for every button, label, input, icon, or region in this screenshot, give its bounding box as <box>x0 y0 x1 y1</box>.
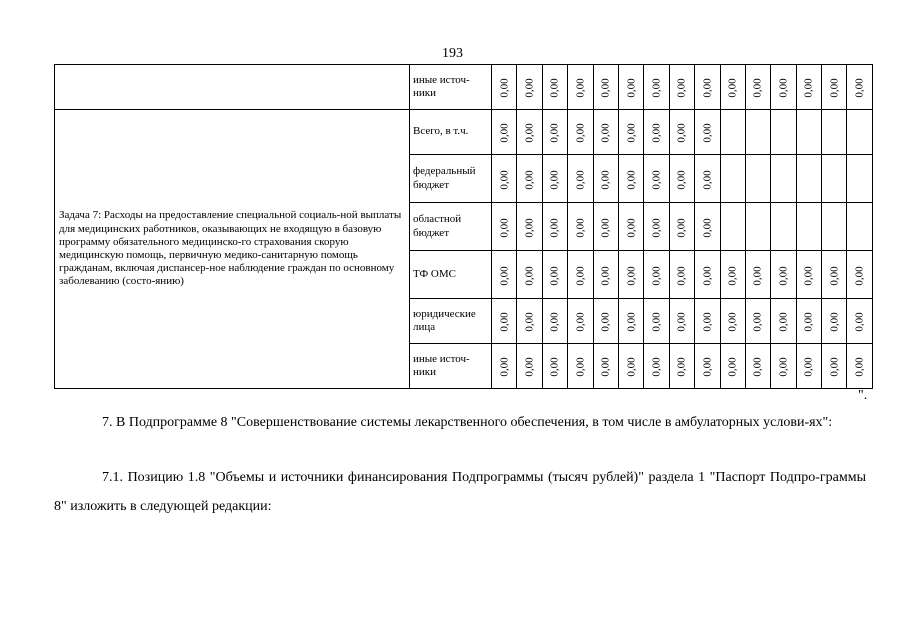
value-cell <box>745 155 770 203</box>
table-row <box>55 110 873 155</box>
value-text: 0,00 <box>599 357 612 377</box>
value-cell <box>517 155 542 203</box>
value-text: 0,00 <box>777 357 790 377</box>
value-text: 0,00 <box>625 78 638 98</box>
value-cell <box>542 110 567 155</box>
paragraph-7: 7. В Подпрограмме 8 "Совершенствование системы лекарственного обеспечения, в том числе в амбулаторных услови-ях": <box>102 415 833 430</box>
value-cell <box>796 155 821 203</box>
value-text: 0,00 <box>523 217 536 238</box>
value-cell <box>593 65 618 110</box>
value-text: 0,00 <box>498 357 511 377</box>
value-cell <box>720 251 745 299</box>
value-text: 0,00 <box>498 265 511 286</box>
value-text: 0,00 <box>752 312 765 332</box>
source-label: Всего, в т.ч. <box>410 110 492 155</box>
value-cell <box>847 299 872 344</box>
value-text: 0,00 <box>752 78 765 98</box>
value-cell <box>644 344 669 389</box>
value-cell <box>720 155 745 203</box>
value-cell <box>517 65 542 110</box>
value-text: 0,00 <box>523 78 536 98</box>
value-text: 0,00 <box>675 357 688 377</box>
value-text: 0,00 <box>701 78 714 98</box>
value-cell <box>771 110 796 155</box>
value-cell <box>695 203 720 251</box>
value-cell <box>542 65 567 110</box>
value-text: 0,00 <box>625 217 638 238</box>
value-text: 0,00 <box>828 357 841 377</box>
value-cell <box>644 251 669 299</box>
value-text: 0,00 <box>675 123 688 143</box>
value-text: 0,00 <box>574 357 587 377</box>
value-text: 0,00 <box>548 123 561 143</box>
value-text: 0,00 <box>574 265 587 286</box>
value-cell <box>542 251 567 299</box>
value-cell <box>593 110 618 155</box>
value-cell <box>669 110 694 155</box>
value-text: 0,00 <box>625 265 638 286</box>
value-text: 0,00 <box>828 265 841 286</box>
value-cell <box>593 299 618 344</box>
value-text: 0,00 <box>498 123 511 143</box>
value-cell <box>593 203 618 251</box>
value-text: 0,00 <box>625 357 638 377</box>
value-cell <box>745 203 770 251</box>
value-cell <box>847 65 872 110</box>
value-text: 0,00 <box>701 169 714 190</box>
value-cell <box>517 203 542 251</box>
value-text: 0,00 <box>548 312 561 332</box>
value-cell <box>492 65 517 110</box>
value-cell <box>568 110 593 155</box>
value-cell <box>745 65 770 110</box>
value-cell <box>492 344 517 389</box>
value-text: 0,00 <box>802 265 815 286</box>
value-cell <box>542 203 567 251</box>
value-text: 0,00 <box>853 265 866 286</box>
value-text: 0,00 <box>574 169 587 190</box>
value-cell <box>492 299 517 344</box>
value-cell <box>568 155 593 203</box>
value-cell <box>669 65 694 110</box>
value-cell <box>847 251 872 299</box>
value-text: 0,00 <box>701 265 714 286</box>
value-text: 0,00 <box>599 78 612 98</box>
value-cell <box>618 251 643 299</box>
value-text: 0,00 <box>625 169 638 190</box>
value-cell <box>568 344 593 389</box>
value-text: 0,00 <box>752 357 765 377</box>
value-cell <box>669 299 694 344</box>
value-text: 0,00 <box>574 78 587 98</box>
value-cell <box>695 251 720 299</box>
value-text: 0,00 <box>853 312 866 332</box>
source-label: ТФ ОМС <box>410 251 492 299</box>
value-text: 0,00 <box>802 78 815 98</box>
value-cell <box>796 203 821 251</box>
value-text: 0,00 <box>701 357 714 377</box>
value-text: 0,00 <box>574 217 587 238</box>
value-cell <box>771 344 796 389</box>
value-cell <box>492 110 517 155</box>
value-text: 0,00 <box>650 312 663 332</box>
value-text: 0,00 <box>625 123 638 143</box>
value-text: 0,00 <box>548 217 561 238</box>
value-text: 0,00 <box>599 123 612 143</box>
value-cell <box>542 299 567 344</box>
value-text: 0,00 <box>828 312 841 332</box>
value-text: 0,00 <box>498 312 511 332</box>
value-cell <box>822 344 847 389</box>
value-cell <box>745 110 770 155</box>
value-text: 0,00 <box>853 78 866 98</box>
value-text: 0,00 <box>599 312 612 332</box>
value-text: 0,00 <box>701 217 714 238</box>
value-cell <box>669 251 694 299</box>
value-cell <box>644 65 669 110</box>
value-cell <box>593 344 618 389</box>
value-text: 0,00 <box>650 169 663 190</box>
value-cell <box>796 344 821 389</box>
value-cell <box>492 251 517 299</box>
value-text: 0,00 <box>523 265 536 286</box>
value-cell <box>796 65 821 110</box>
value-cell <box>492 155 517 203</box>
value-text: 0,00 <box>599 217 612 238</box>
value-cell <box>517 299 542 344</box>
value-cell <box>771 203 796 251</box>
source-label: федеральный бюджет <box>410 155 492 203</box>
value-cell <box>822 65 847 110</box>
value-cell <box>542 344 567 389</box>
source-label: областной бюджет <box>410 203 492 251</box>
value-cell <box>618 299 643 344</box>
paragraph-7-1: 7.1. Позицию 1.8 "Объемы и источники финансирования Подпрограммы (тысяч рублей)" раздела 1 "Паспорт Подпро-граммы 8" изложить в следующей редакции: <box>54 470 866 514</box>
value-text: 0,00 <box>802 312 815 332</box>
value-cell <box>796 251 821 299</box>
value-cell <box>618 344 643 389</box>
value-text: 0,00 <box>726 312 739 332</box>
value-text: 0,00 <box>777 78 790 98</box>
value-cell <box>618 155 643 203</box>
value-cell <box>517 344 542 389</box>
value-text: 0,00 <box>498 78 511 98</box>
value-text: 0,00 <box>548 265 561 286</box>
value-cell <box>542 155 567 203</box>
value-cell <box>618 203 643 251</box>
value-cell <box>771 251 796 299</box>
value-cell <box>517 110 542 155</box>
value-text: 0,00 <box>548 169 561 190</box>
value-text: 0,00 <box>802 357 815 377</box>
value-text: 0,00 <box>726 78 739 98</box>
value-cell <box>695 110 720 155</box>
value-text: 0,00 <box>650 78 663 98</box>
value-text: 0,00 <box>752 265 765 286</box>
value-cell <box>669 155 694 203</box>
value-cell <box>796 299 821 344</box>
value-cell <box>847 203 872 251</box>
value-cell <box>568 251 593 299</box>
value-cell <box>644 155 669 203</box>
value-cell <box>720 344 745 389</box>
value-cell <box>695 344 720 389</box>
value-text: 0,00 <box>523 357 536 377</box>
value-text: 0,00 <box>701 123 714 143</box>
value-text: 0,00 <box>777 265 790 286</box>
value-cell <box>669 203 694 251</box>
source-label: юридические лица <box>410 299 492 344</box>
value-cell <box>822 203 847 251</box>
value-text: 0,00 <box>650 265 663 286</box>
value-cell <box>771 65 796 110</box>
value-text: 0,00 <box>828 78 841 98</box>
value-text: 0,00 <box>498 169 511 190</box>
value-cell <box>644 299 669 344</box>
value-cell <box>720 65 745 110</box>
value-cell <box>822 110 847 155</box>
value-cell <box>492 203 517 251</box>
value-cell <box>593 155 618 203</box>
value-text: 0,00 <box>650 357 663 377</box>
value-cell <box>822 155 847 203</box>
value-text: 0,00 <box>599 265 612 286</box>
value-cell <box>720 203 745 251</box>
value-cell <box>568 203 593 251</box>
value-cell <box>771 155 796 203</box>
value-text: 0,00 <box>574 123 587 143</box>
value-text: 0,00 <box>701 312 714 332</box>
source-label: иные источ-ники <box>410 65 492 110</box>
value-text: 0,00 <box>574 312 587 332</box>
financing-table <box>54 64 873 389</box>
value-text: 0,00 <box>675 265 688 286</box>
value-cell <box>568 65 593 110</box>
value-cell <box>644 203 669 251</box>
value-text: 0,00 <box>675 312 688 332</box>
value-text: 0,00 <box>498 217 511 238</box>
value-text: 0,00 <box>726 357 739 377</box>
value-cell <box>618 65 643 110</box>
closing-quote: ". <box>858 388 868 403</box>
value-text: 0,00 <box>523 169 536 190</box>
empty-task-cell <box>55 65 410 110</box>
value-text: 0,00 <box>523 312 536 332</box>
value-text: 0,00 <box>650 217 663 238</box>
value-cell <box>796 110 821 155</box>
value-text: 0,00 <box>625 312 638 332</box>
value-text: 0,00 <box>853 357 866 377</box>
value-cell <box>669 344 694 389</box>
page-number: 193 <box>442 46 463 61</box>
value-text: 0,00 <box>548 78 561 98</box>
value-text: 0,00 <box>726 265 739 286</box>
value-cell <box>822 251 847 299</box>
table-row <box>55 65 873 110</box>
value-text: 0,00 <box>675 169 688 190</box>
value-text: 0,00 <box>650 123 663 143</box>
value-cell <box>745 299 770 344</box>
value-cell <box>593 251 618 299</box>
value-cell <box>695 65 720 110</box>
value-cell <box>618 110 643 155</box>
value-cell <box>822 299 847 344</box>
value-cell <box>695 299 720 344</box>
value-cell <box>771 299 796 344</box>
value-text: 0,00 <box>548 357 561 377</box>
value-text: 0,00 <box>523 123 536 143</box>
task-7-description: Задача 7: Расходы на предоставление специальной социаль-ной выплаты для медицинских работников, оказывающих не входящую в базовую программу обязательного медицинско-го страхования скорую медицинскую помощь, первичную медико-санитарную помощь гражданам, включая диспансер-ное наблюдение граждан по основному заболеванию (состо-янию) <box>55 110 410 389</box>
value-text: 0,00 <box>675 217 688 238</box>
value-cell <box>695 155 720 203</box>
value-text: 0,00 <box>777 312 790 332</box>
value-text: 0,00 <box>599 169 612 190</box>
value-cell <box>720 110 745 155</box>
value-text: 0,00 <box>675 78 688 98</box>
value-cell <box>745 344 770 389</box>
value-cell <box>517 251 542 299</box>
value-cell <box>745 251 770 299</box>
value-cell <box>644 110 669 155</box>
value-cell <box>720 299 745 344</box>
value-cell <box>847 110 872 155</box>
value-cell <box>847 344 872 389</box>
value-cell <box>847 155 872 203</box>
source-label: иные источ-ники <box>410 344 492 389</box>
value-cell <box>568 299 593 344</box>
